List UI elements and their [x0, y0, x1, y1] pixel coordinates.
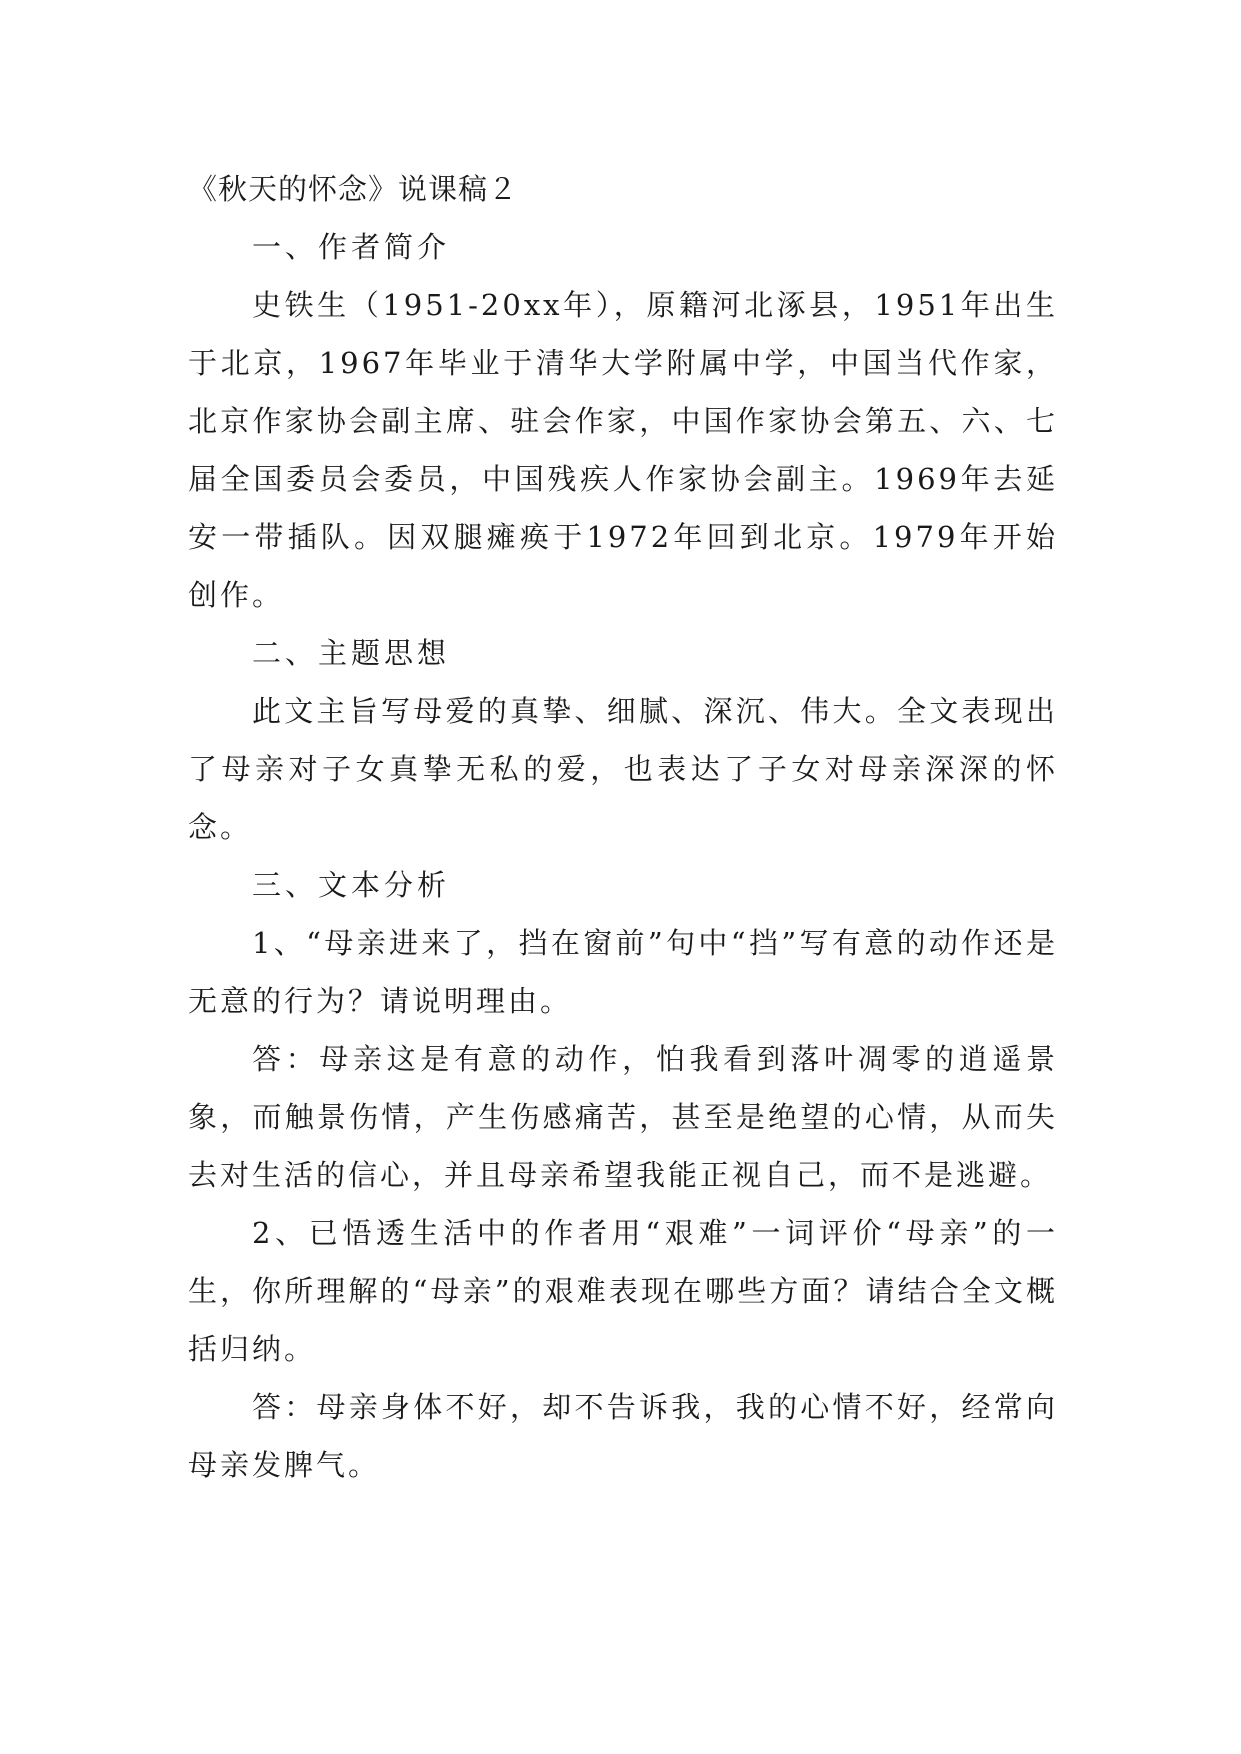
paragraph-answer-2: 答：母亲身体不好，却不告诉我，我的心情不好，经常向母亲发脾气。: [188, 1390, 1058, 1482]
section-heading-analysis: 三、文本分析: [252, 868, 451, 902]
paragraph-question-2: 2、已悟透生活中的作者用“艰难”一词评价“母亲”的一生，你所理解的“母亲”的艰难表现在哪些方面？请结合全文概括归纳。: [188, 1216, 1058, 1366]
document-title: 《秋天的怀念》说课稿２: [188, 172, 519, 206]
paragraph-author-bio: 史铁生（1951-20xx年），原籍河北涿县，1951年出生于北京，1967年毕业于清华大学附属中学，中国当代作家，北京作家协会副主席、驻会作家，中国作家协会第五、六、七届全国委员会委员，中国残疾人作家协会副主。1969年去延安一带插队。因双腿瘫痪于1972年回到北京。1979年开始创作。: [188, 288, 1058, 612]
paragraph-theme: 此文主旨写母爱的真挚、细腻、深沉、伟大。全文表现出了母亲对子女真挚无私的爱，也表达了子女对母亲深深的怀念。: [188, 694, 1058, 844]
paragraph-question-1: 1、“母亲进来了，挡在窗前”句中“挡”写有意的动作还是无意的行为？请说明理由。: [188, 926, 1058, 1018]
section-heading-theme: 二、主题思想: [252, 636, 451, 670]
paragraph-answer-1: 答：母亲这是有意的动作，怕我看到落叶凋零的逍遥景象，而触景伤情，产生伤感痛苦，甚至是绝望的心情，从而失去对生活的信心，并且母亲希望我能正视自己，而不是逃避。: [188, 1042, 1058, 1192]
document-page: [188, 160, 1058, 1494]
section-heading-author: 一、作者简介: [252, 230, 451, 264]
